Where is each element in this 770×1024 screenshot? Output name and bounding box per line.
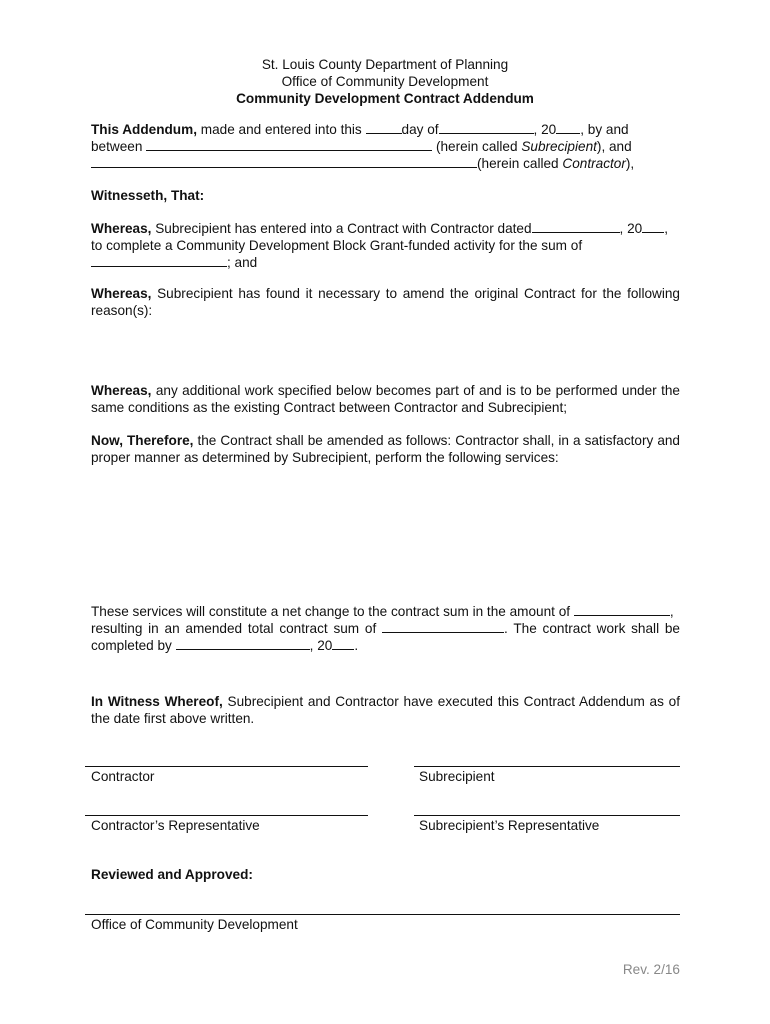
whereas-contract: Whereas, Subrecipient has entered into a Contract with Contractor dated , 20 , to complete a Community Development Block Grant-funded activity for the sum of ; and [91,221,669,270]
office-signature-line[interactable] [85,914,680,915]
subrecipient-rep-signature-line[interactable] [414,815,680,816]
document-title: Community Development Contract Addendum [236,91,534,106]
reviewed-approved-heading: Reviewed and Approved: [91,867,253,882]
contractor-name-blank[interactable] [91,155,477,168]
subrecipient-signature-line[interactable] [414,766,680,767]
witnesseth-heading: Witnesseth, That: [91,188,205,203]
intro-lead: This Addendum, [91,122,197,137]
contract-date-blank[interactable] [532,220,620,233]
amended-sum-blank[interactable] [382,620,504,633]
subrecipient-name-blank[interactable] [146,138,432,151]
in-witness-whereof: In Witness Whereof, Subrecipient and Contractor have executed this Contract Addendum as of the date first above written. [91,694,680,726]
contractor-signature-line[interactable] [85,766,368,767]
contract-year-blank[interactable] [642,220,664,233]
contractor-rep-signature-line[interactable] [85,815,368,816]
whereas-additional-work: Whereas, any additional work specified below becomes part of and is to be performed under the same conditions as the existing Contract between Contractor and Subrecipient; [91,383,680,415]
addendum-intro: This Addendum, made and entered into this day of , 20 , by and between (herein called Subrecipient), and (herein called Contractor), [91,122,635,171]
net-change-paragraph: These services will constitute a net change to the contract sum in the amount of , resulting in an amended total contract sum of . The contract work shall be completed by , 20 . [91,604,680,653]
revision-label: Rev. 2/16 [622,962,680,977]
completion-year-blank[interactable] [332,637,354,650]
completion-date-blank[interactable] [176,637,310,650]
subrecipient-rep-label: Subrecipient’s Representative [419,818,600,833]
whereas-amend: Whereas, Subrecipient has found it necessary to amend the original Contract for the following reason(s): [91,286,680,318]
contract-sum-blank[interactable] [91,254,227,267]
year-blank[interactable] [556,121,580,134]
document-header [0,56,770,107]
day-blank[interactable] [366,121,402,134]
month-blank[interactable] [439,121,534,134]
header-office: Office of Community Development [281,74,489,89]
subrecipient-label: Subrecipient [419,769,495,784]
header-department: St. Louis County Department of Planning [261,57,509,72]
contractor-rep-label: Contractor’s Representative [91,818,260,833]
now-therefore: Now, Therefore, the Contract shall be amended as follows: Contractor shall, in a satisfactory and proper manner as determined by Subrecipient, perform the following services: [91,433,680,465]
net-change-blank[interactable] [574,603,670,616]
office-label: Office of Community Development [91,917,298,932]
contractor-label: Contractor [91,769,155,784]
